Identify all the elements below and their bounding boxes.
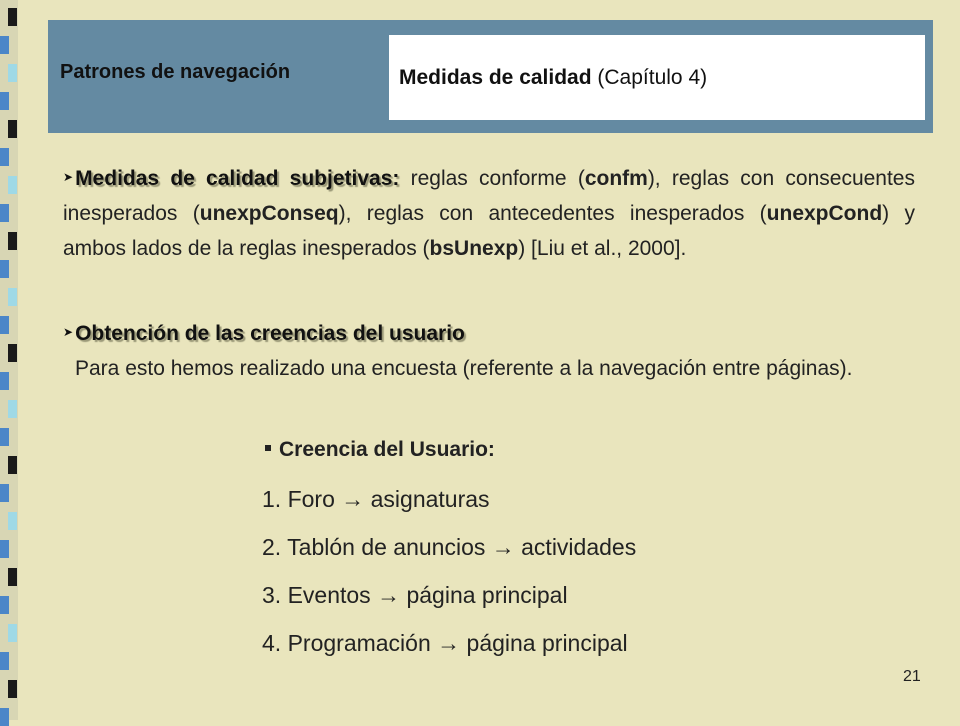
stripe-square: [0, 540, 9, 558]
subtitle-bold: Medidas de calidad: [399, 66, 592, 89]
stripe-square: [0, 204, 9, 222]
stripe-square: [0, 92, 9, 110]
arrow-bullet-icon: ➤: [63, 170, 74, 184]
arrow-bullet-icon: ➤: [63, 325, 74, 339]
keyword-confm: confm: [584, 167, 648, 190]
stripe-square: [0, 260, 9, 278]
keyword-unexpconseq: unexpConseq: [199, 202, 339, 225]
beliefs-heading-text: Creencia del Usuario:: [279, 438, 495, 461]
stripe-square: [8, 176, 17, 194]
stripe-square: [8, 344, 17, 362]
beliefs-list: [262, 484, 636, 676]
stripe-square: [8, 8, 17, 26]
subtitle-rest: (Capítulo 4): [591, 66, 708, 89]
text-span: ) [Liu et al., 2000].: [518, 237, 687, 260]
stripe-square: [0, 148, 9, 166]
stripe-square: [8, 456, 17, 474]
stripe-square: [8, 64, 17, 82]
survey-paragraph: Para esto hemos realizado una encuesta (referente a la navegación entre páginas).: [75, 357, 853, 380]
stripe-square: [8, 400, 17, 418]
quality-measures-paragraph: [63, 160, 915, 266]
square-bullet-icon: [265, 445, 271, 451]
stripe-square: [8, 624, 17, 642]
belief-item: 4. Programación → página principal: [262, 630, 628, 656]
header-subtitle: [399, 66, 707, 90]
stripe-square: [0, 428, 9, 446]
belief-item: 3. Eventos → página principal: [262, 582, 568, 608]
left-decorative-stripe: [0, 0, 18, 720]
slide-header: [48, 20, 933, 133]
belief-item: 2. Tablón de anuncios → actividades: [262, 534, 637, 560]
keyword-bsunexp: bsUnexp: [429, 237, 519, 260]
subjective-measures-heading: Medidas de calidad subjetivas:: [75, 167, 400, 190]
page-number: 21: [903, 668, 921, 685]
stripe-square: [0, 596, 9, 614]
text-span: ), reglas con antecedentes inesperados (: [338, 202, 767, 225]
stripe-square: [0, 36, 9, 54]
stripe-square: [8, 512, 17, 530]
text-span: ) y ambos lados de la reglas inesperados (: [63, 202, 915, 260]
stripe-square: [0, 316, 9, 334]
stripe-square: [8, 120, 17, 138]
text-span: ), reglas con consecuentes inesperados (: [63, 167, 915, 225]
stripe-square: [0, 652, 9, 670]
stripe-square: [8, 232, 17, 250]
stripe-square: [0, 708, 9, 726]
stripe-square: [0, 372, 9, 390]
stripe-square: [8, 288, 17, 306]
keyword-unexpcond: unexpCond: [766, 202, 883, 225]
header-subtitle-box: [389, 35, 925, 120]
text-span: reglas conforme (: [399, 167, 585, 190]
stripe-square: [8, 568, 17, 586]
header-title: Patrones de navegación: [60, 61, 291, 83]
belief-item: 1. Foro → asignaturas: [262, 486, 490, 512]
stripe-square: [8, 680, 17, 698]
stripe-square: [0, 484, 9, 502]
user-beliefs-heading-line: [63, 322, 465, 346]
beliefs-heading: [265, 438, 495, 462]
user-beliefs-heading: Obtención de las creencias del usuario: [75, 322, 465, 345]
